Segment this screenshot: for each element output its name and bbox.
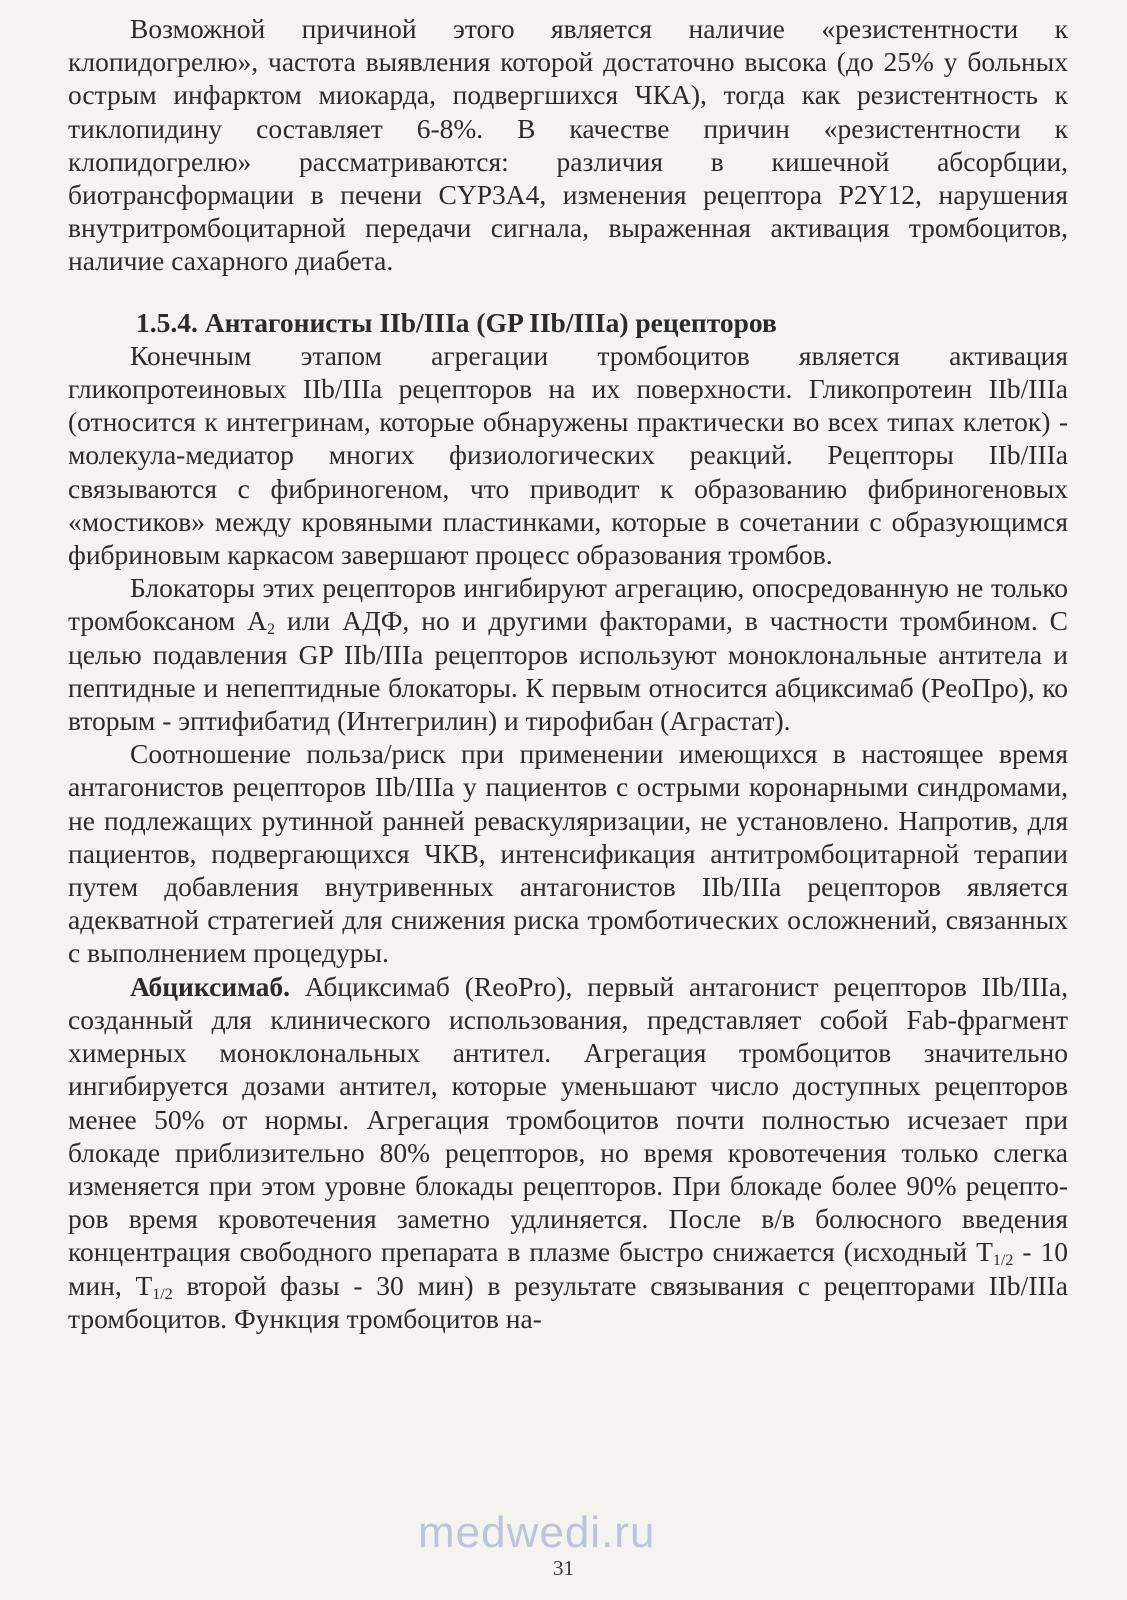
section-heading: 1.5.4. Антагонисты IIb/IIIa (GP IIb/IIIa) рецепторов — [136, 306, 777, 338]
paragraph-abciximab-text-1: Абциксимаб (ReoPro), первый антагонист рецепторов IIb/IIIa, созданный для клинического использования, представляет собой Fab-фрагмент химерных моноклональных антител. Агрегация тромбоцитов значительно ингибируется дозами антител, которые уменьшают число доступных рецепторов менее 50% от нормы. Агрегация тромбоцитов почти полностью исчезает при блокаде приблизительно 80% рецепторов, но время кровотечения только слегка изменяется при этом уровне блокады рецепторов. При блокаде более 90% рецепторов время кровотечения заметно удлиняется. После в/в болюсного введения концентрация свободного препарата в плазме быстро снижается (исходный Т — [68, 970, 1068, 1268]
subscript: 1/2 — [992, 1252, 1014, 1270]
watermark: medwedi.ru — [418, 1508, 656, 1557]
subscript: 2 — [267, 621, 276, 639]
page-body — [68, 12, 1068, 1335]
paragraph-abciximab — [68, 970, 1068, 1335]
paragraph-receptor-blockers-text-1: Блокаторы этих рецепторов ингибируют агрегацию, опосредованную не только тромбоксаном А — [68, 572, 1068, 637]
paragraph-abciximab-text-2: - 10 мин, Т — [68, 1236, 1068, 1301]
subscript: 1/2 — [152, 1285, 173, 1303]
page-number: 31 — [553, 1556, 574, 1580]
paragraph-receptor-blockers-text-2: или АДФ, но и другими факторами, в частности тромбином. С целью подавления GP IIb/IIIa рецепторов используют моноклональные антитела и пептидные и непептидные блокаторы. К первым относится абциксимаб (РеоПро), ко вторым - эптифибатид (Интегрилин) и тирофибан (Аграстат). — [68, 605, 1068, 737]
paragraph-abciximab-text-3: второй фазы - 30 мин) в результате связывания с рецепторами IIb/IIIa тромбоцитов. Функция тромбоцитов на- — [68, 1269, 1068, 1334]
paragraph-clopidogrel-resistance: Возможной причиной этого является наличие «резистентности к клопидогрелю», частота выявления которой достаточно высока (до 25% у больных острым инфарктом миокарда, подвергшихся ЧКА), тогда как резистентность к тиклопидину составляет 6-8%. В качестве причин «резистентности к клопидогрелю» рассматриваются: различия в кишечной абсорбции, биотрансформации в печени CYP3A4, изменения рецептора P2Y12, нарушения внутритромбоцитарной передачи сигнала, выраженная активация тромбоцитов, наличие сахарного диабета. — [68, 13, 1068, 277]
paragraph-benefit-risk: Соотношение польза/риск при применении имеющихся в настоящее время антагонистов рецепторов IIb/IIIa у пациентов с острыми коронарными синдромами, не подлежащих рутинной ранней реваскуляризации, не установлено. Напротив, для пациентов, подвергающихся ЧКВ, интенсификация антитромбоцитарной терапии путем добавления внутривенных антагонистов IIb/IIIa рецепторов является адекватной стратегией для снижения риска тромботических осложнений, связанных с выполнением процедуры. — [68, 738, 1068, 969]
paragraph-glycoprotein-receptors: Конечным этапом агрегации тромбоцитов является активация гликопротеиновых IIb/IIIa рецепторов на их поверхности. Гликопротеин IIb/IIIa (относится к интегринам, которые обнаружены практически во всех типах клеток) - молекула-медиатор многих физиологических реакций. Рецепторы IIb/IIIa связываются с фибриногеном, что приводит к образованию фибриногеновых «мостиков» между кровяными пластинками, которые в сочетании с образующимся фибриновым каркасом завершают процесс образования тромбов. — [68, 339, 1068, 571]
paragraph-receptor-blockers — [68, 571, 1068, 737]
run-in-heading: Абциксимаб. — [130, 970, 291, 1002]
